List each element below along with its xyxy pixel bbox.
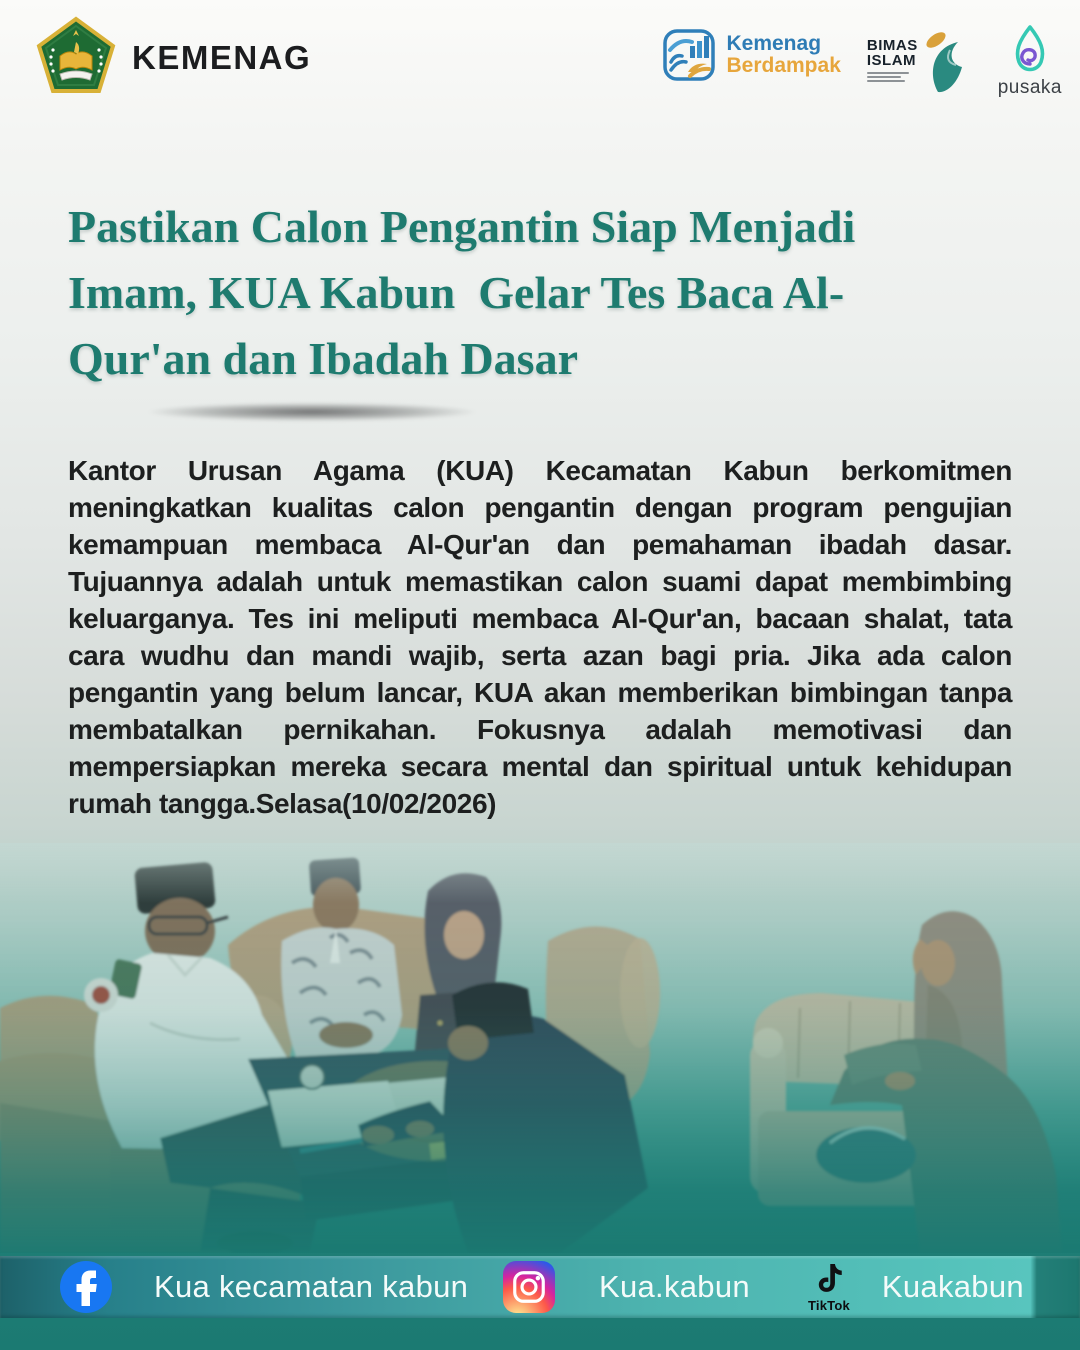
article-paragraph: Kantor Urusan Agama (KUA) Kecamatan Kabun berkomitmen meningkatkan kualitas calon pengantin dengan program pengujian kemampuan membaca Al-Qur'an dan pemahaman ibadah dasar. Tujuannya adalah untuk memastikan calon suami dapat membimbing keluarganya. Tes ini meliputi membaca Al-Qur'an, bacaan shalat, tata cara wudhu dan mandi wajib, serta azan bagi pria. Jika ada calon pengantin yang belum lancar, KUA akan memberikan bimbingan tanpa membatalkan pernikahan. Fokusnya adalah memotivasi dan mempersiapkan mereka secara mental dan spiritual untuk kehidupan rumah tangga.Selasa(10/02/2026) [68, 455, 1012, 819]
berdampak-label-line2: Berdampak [726, 54, 841, 77]
instagram-icon [503, 1261, 555, 1313]
berdampak-label-line1: Kemenag [726, 32, 822, 55]
kemenag-berdampak-logo [662, 28, 840, 82]
meeting-photo [0, 843, 1080, 1253]
partner-logos [662, 22, 1062, 99]
instagram-handle: Kua.kabun [599, 1269, 750, 1304]
header [0, 0, 1080, 120]
instagram-handle-item [503, 1256, 750, 1318]
kemenag-emblem-icon [36, 16, 116, 100]
title-shadow-divider [92, 401, 532, 427]
title-line-2: Imam, KUA Kabun Gelar Tes Baca Al- [68, 267, 845, 318]
tiktok-handle-item [808, 1256, 1024, 1318]
facebook-icon [60, 1261, 112, 1313]
bimas-label-line1: BIMAS [866, 37, 918, 54]
pusaka-logo [998, 24, 1062, 99]
kemenag-berdampak-icon [662, 28, 716, 82]
tiktok-icon [812, 1262, 846, 1300]
tiktok-handle: Kuakabun [881, 1269, 1024, 1304]
title-line-1: Pastikan Calon Pengantin Siap Menjadi [68, 201, 856, 252]
social-bar [0, 1256, 1080, 1318]
bimas-islam-logo [867, 30, 972, 98]
pusaka-drop-icon [1007, 24, 1053, 76]
bimas-swoosh-icon [920, 30, 972, 98]
bimas-sub-lines [867, 72, 909, 82]
brand-name: KEMENAG [132, 39, 312, 76]
facebook-handle: Kua kecamatan kabun [154, 1269, 469, 1304]
tiktok-caption: TikTok [808, 1298, 850, 1313]
bimas-label-line2: ISLAM [866, 52, 917, 69]
title-line-3: Qur'an dan Ibadah Dasar [68, 333, 578, 384]
kemenag-brand [36, 16, 311, 100]
article-title [68, 194, 1028, 392]
facebook-handle-item [60, 1256, 468, 1318]
pusaka-label: pusaka [997, 77, 1062, 98]
